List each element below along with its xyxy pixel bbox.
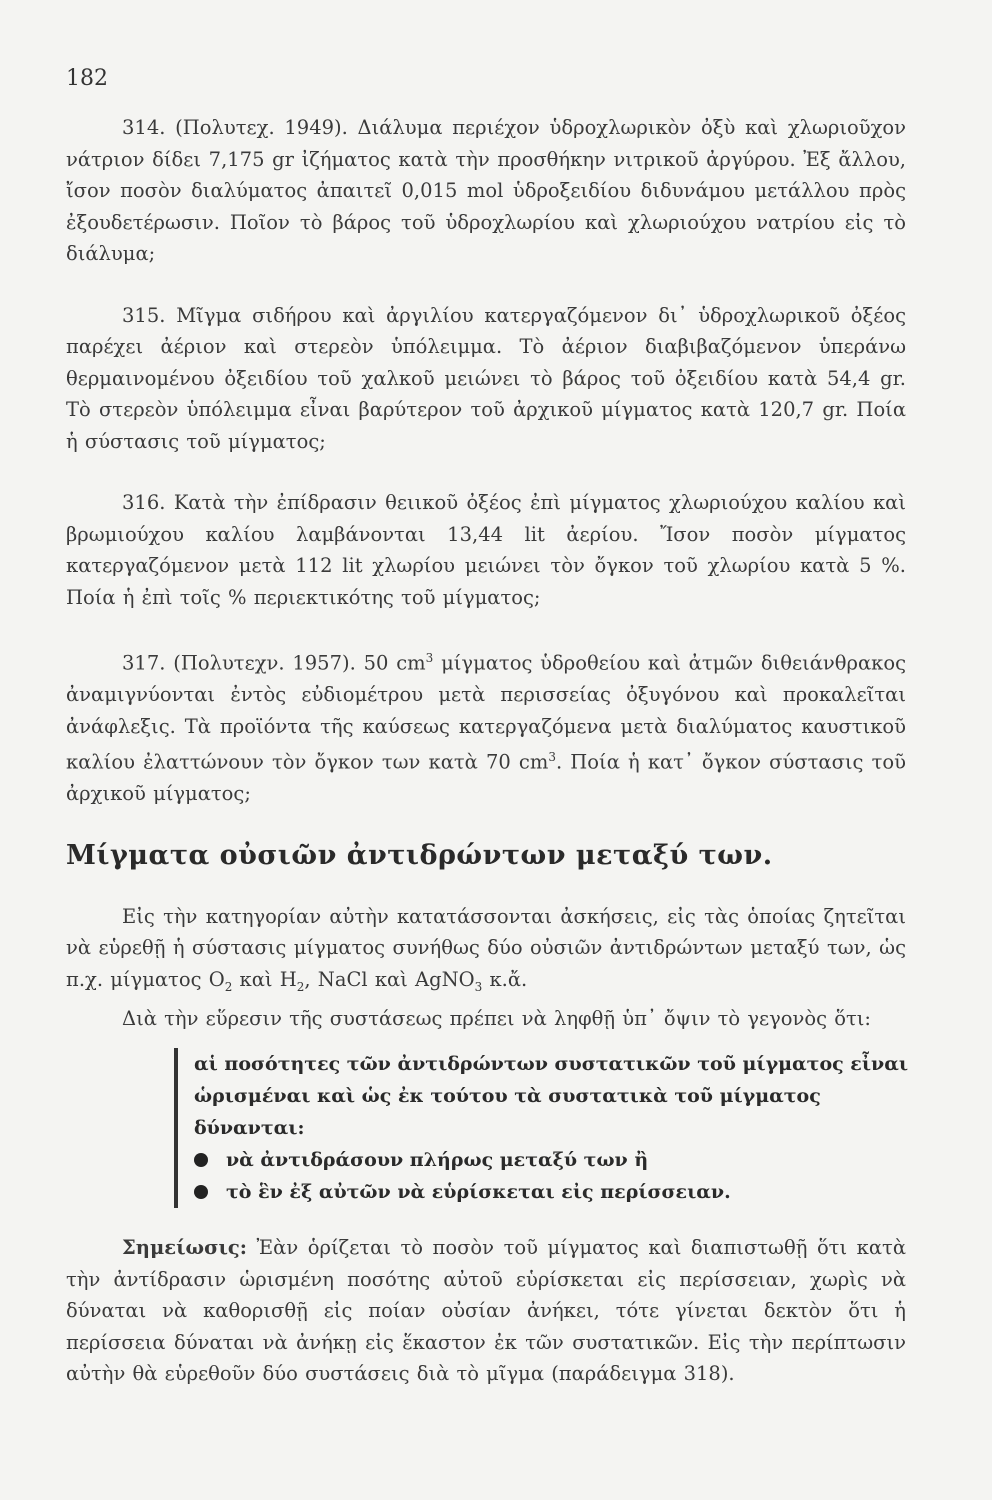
bullet-icon [194,1153,208,1167]
problem-314 [66,112,906,270]
problem-316 [66,487,906,613]
rule-box [174,1048,914,1208]
problem-number: 316. [122,491,166,514]
section-intro [66,901,906,1003]
intro-text: , NaCl καὶ AgNO [304,967,475,991]
rule-bullet [194,1144,914,1176]
problem-text-part2: μίγματος ὑδροθείου καὶ ἀτμῶν διθειάνθρακος ἀναμιγνύονται ἐντὸς εὐδιομέτρου μετὰ περισσείας ὀξυγόνου καὶ προκαλεῖται ἀνάφλεξις. Τὰ προϊόντα τῆς καύσεως κατεργαζόμενα μετὰ διαλύματος καυστικοῦ καλίου ἐλαττώνουν τὸν ὄγκον των κατὰ 70 cm [66,651,907,774]
problem-text: Κατὰ τὴν ἐπίδρασιν θειικοῦ ὀξέος ἐπὶ μίγματος χλωριούχου καλίου καὶ βρωμιούχου καλίου λαμβάνονται 13,44 lit ἀερίου. Ἴσον ποσὸν μίγματος κατεργαζόμενον μετὰ 112 lit χλωρίου μειώνει τὸν ὄγκον τοῦ χλωρίου κατὰ 5 %. Ποία ἡ ἐπὶ τοῖς % περιεκτικότης τοῦ μίγματος; [66,491,906,609]
problem-text: Μῖγμα σιδήρου καὶ ἀργιλίου κατεργαζόμενον δι᾽ ὑδροχλωρικοῦ ὀξέος παρέχει ἀέριον καὶ στερεὸν ὑπόλειμμα. Τὸ ἀέριον διαβιβαζόμενον ὑπεράνω θερμαινομένου ὀξειδίου τοῦ χαλκοῦ μειώνει τὸ βάρος τοῦ ὀξειδίου κατὰ 54,4 gr. Τὸ στερεὸν ὑπόλειμμα εἶναι βαρύτερον τοῦ ἀρχικοῦ μίγματος κατὰ 120,7 gr. Ποία ἡ σύστασις τοῦ μίγματος; [66,303,906,453]
superscript: 3 [548,750,556,764]
problem-text-part1: (Πολυτεχν. 1957). 50 cm [173,651,426,675]
intro-text: κ.ἄ. [482,967,528,991]
rule-bullet [194,1176,914,1208]
section-second-paragraph: Διὰ τὴν εὕρεσιν τῆς συστάσεως πρέπει νὰ ληφθῇ ὑπ᾽ ὄψιν τὸ γεγονὸς ὅτι: [122,1006,871,1030]
subscript: 2 [296,979,305,994]
rule-bullet-text: νὰ ἀντιδράσουν πλήρως μεταξύ των ἢ [226,1149,649,1172]
problem-number: 315. [122,303,166,327]
problem-315 [66,300,906,458]
note-text: Ἐὰν ὁρίζεται τὸ ποσὸν τοῦ μίγματος καὶ διαπιστωθῇ ὅτι κατὰ τὴν ἀντίδρασιν ὡρισμένη ποσότης αὐτοῦ εὑρίσκεται εἰς περίσσειαν, χωρὶς νὰ δύναται νὰ καθορισθῇ εἰς ποίαν οὐσίαν ἀνήκει, τότε γίνεται δεκτὸν ὅτι ἡ περίσσεια δύναται νὰ ἀνήκῃ εἰς ἕκαστον ἐκ τῶν συστατικῶν. Εἰς τὴν περίπτωσιν αὐτὴν θὰ εὑρεθοῦν δύο συστάσεις διὰ τὸ μῖγμα (παράδειγμα 318). [66,1236,906,1386]
problem-number: 314. [122,116,166,139]
note-label: Σημείωσις: [122,1236,247,1260]
rule-text: αἱ ποσότητες τῶν ἀντιδρώντων συστατικῶν τοῦ μίγματος εἶναι ὡρισμέναι καὶ ὡς ἐκ τούτου τὰ συστατικὰ τοῦ μίγματος δύνανται: [194,1053,909,1140]
problem-text-part3: . Ποία ἡ κατ᾽ ὄγκον σύστασις τοῦ ἀρχικοῦ μίγματος; [66,750,906,805]
superscript: 3 [425,651,434,665]
problem-317 [66,643,906,810]
subscript: 2 [224,979,233,994]
rule-bullet-text: τὸ ἓν ἐξ αὐτῶν νὰ εὑρίσκεται εἰς περίσσειαν. [226,1181,731,1204]
page-number: 182 [66,66,108,91]
intro-text: καὶ H [232,967,297,991]
problem-text: (Πολυτεχ. 1949). Διάλυμα περιέχον ὑδροχλωρικὸν ὀξὺ καὶ χλωριοῦχον νάτριον δίδει 7,175 gr ἰζήματος κατὰ τὴν προσθήκην νιτρικοῦ ἀργύρου. Ἐξ ἄλλου, ἴσον ποσὸν διαλύματος ἀπαιτεῖ 0,015 mol ὑδροξειδίου διδυνάμου μετάλλου πρὸς ἐξουδετέρωσιν. Ποῖον τὸ βάρος τοῦ ὑδροχλωρίου καὶ χλωριούχου νατρίου εἰς τὸ διάλυμα; [66,116,907,265]
bullet-icon [194,1185,208,1199]
note-paragraph [66,1232,906,1390]
section-title: Μίγματα οὐσιῶν ἀντιδρώντων μεταξύ των. [66,839,773,871]
problem-number: 317. [122,651,166,675]
subscript: 3 [474,979,483,994]
intro-text: Εἰς τὴν κατηγορίαν αὐτὴν κατατάσσονται ἀσκήσεις, εἰς τὰς ὁποίας ζητεῖται νὰ εὑρεθῇ ἡ σύστασις μίγματος συνήθως δύο οὐσιῶν ἀντιδρώντων μεταξύ των, ὡς π.χ. μίγματος O [66,904,906,991]
page-content [66,112,909,1390]
